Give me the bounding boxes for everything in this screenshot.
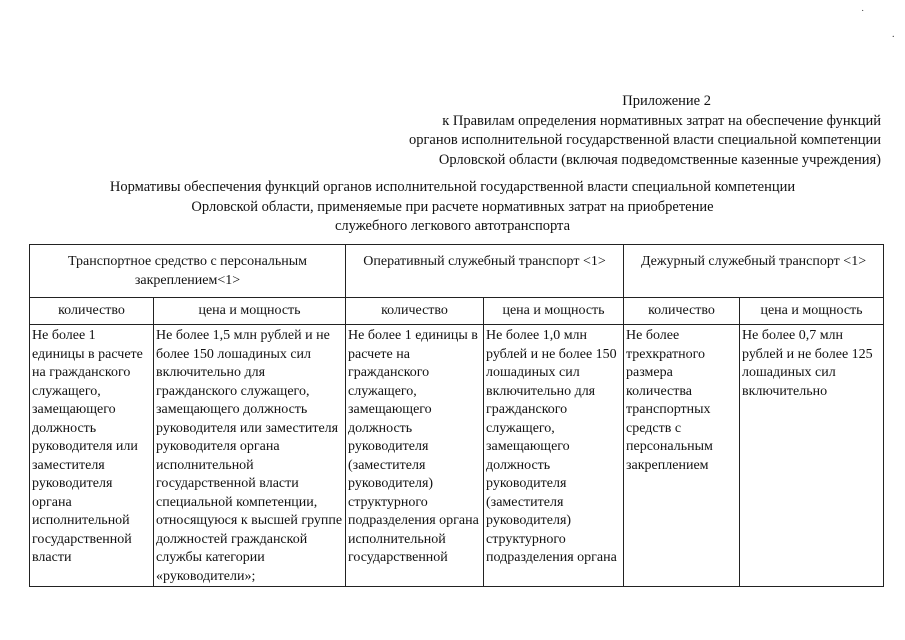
subheader-price-power: цена и мощность — [154, 298, 346, 325]
subheader-quantity: количество — [346, 298, 484, 325]
group-duty-transport: Дежурный служебный транспорт <1> — [624, 245, 884, 298]
table-row — [30, 325, 884, 587]
subheader-row — [30, 298, 884, 325]
subheader-price-power: цена и мощность — [484, 298, 624, 325]
cell-operational-price: Не более 1,0 млн рублей и не более 150 лошадиных сил включительно для гражданского служащего, замещающего должность руководителя (заместителя руководителя) структурного подразделения органа — [484, 325, 624, 587]
group-header-row — [30, 245, 884, 298]
title-line: Нормативы обеспечения функций органов исполнительной государственной власти специальной компетенции — [109, 179, 796, 195]
appendix-line: Орловской области (включая подведомственные казенные учреждения) — [438, 151, 881, 168]
document-title — [0, 178, 905, 237]
scan-speck: ˙ — [861, 9, 865, 20]
scan-speck: . — [892, 29, 895, 40]
subheader-quantity: количество — [30, 298, 154, 325]
subheader-quantity: количество — [624, 298, 740, 325]
group-operational-transport: Оперативный служебный транспорт <1> — [346, 245, 624, 298]
norms-table — [29, 244, 884, 587]
cell-duty-quantity: Не более трехкратного размера количества транспортных средств с персональным закреплением — [624, 325, 740, 587]
appendix-header — [361, 92, 881, 170]
cell-duty-price: Не более 0,7 млн рублей и не более 125 лошадиных сил включительно — [740, 325, 884, 587]
appendix-line: органов исполнительной государственной власти специальной компетенции — [408, 132, 881, 148]
title-line: служебного легкового автотранспорта — [334, 218, 571, 234]
cell-personal-quantity: Не более 1 единицы в расчете на гражданского служащего, замещающего должность руководителя или заместителя руководителя органа исполнительной государственной власти — [30, 325, 154, 587]
appendix-line: к Правилам определения нормативных затрат на обеспечение функций — [442, 112, 881, 129]
appendix-number: Приложение 2 — [622, 93, 711, 109]
subheader-price-power: цена и мощность — [740, 298, 884, 325]
title-line: Орловской области, применяемые при расчете нормативных затрат на приобретение — [191, 198, 714, 215]
cell-personal-price: Не более 1,5 млн рублей и не более 150 лошадиных сил включительно для гражданского служащего, замещающего должность руководителя или заместителя руководителя органа исполнительной государственной власти специальной компетенции, относящуюся к высшей группе должностей гражданской службы категории «руководители»; — [154, 325, 346, 587]
cell-operational-quantity: Не более 1 единицы в расчете на гражданского служащего, замещающего должность руководителя (заместителя руководителя) структурного подразделения органа исполнительной государственной — [346, 325, 484, 587]
group-personal-transport: Транспортное средство с персональным закреплением<1> — [30, 245, 346, 298]
